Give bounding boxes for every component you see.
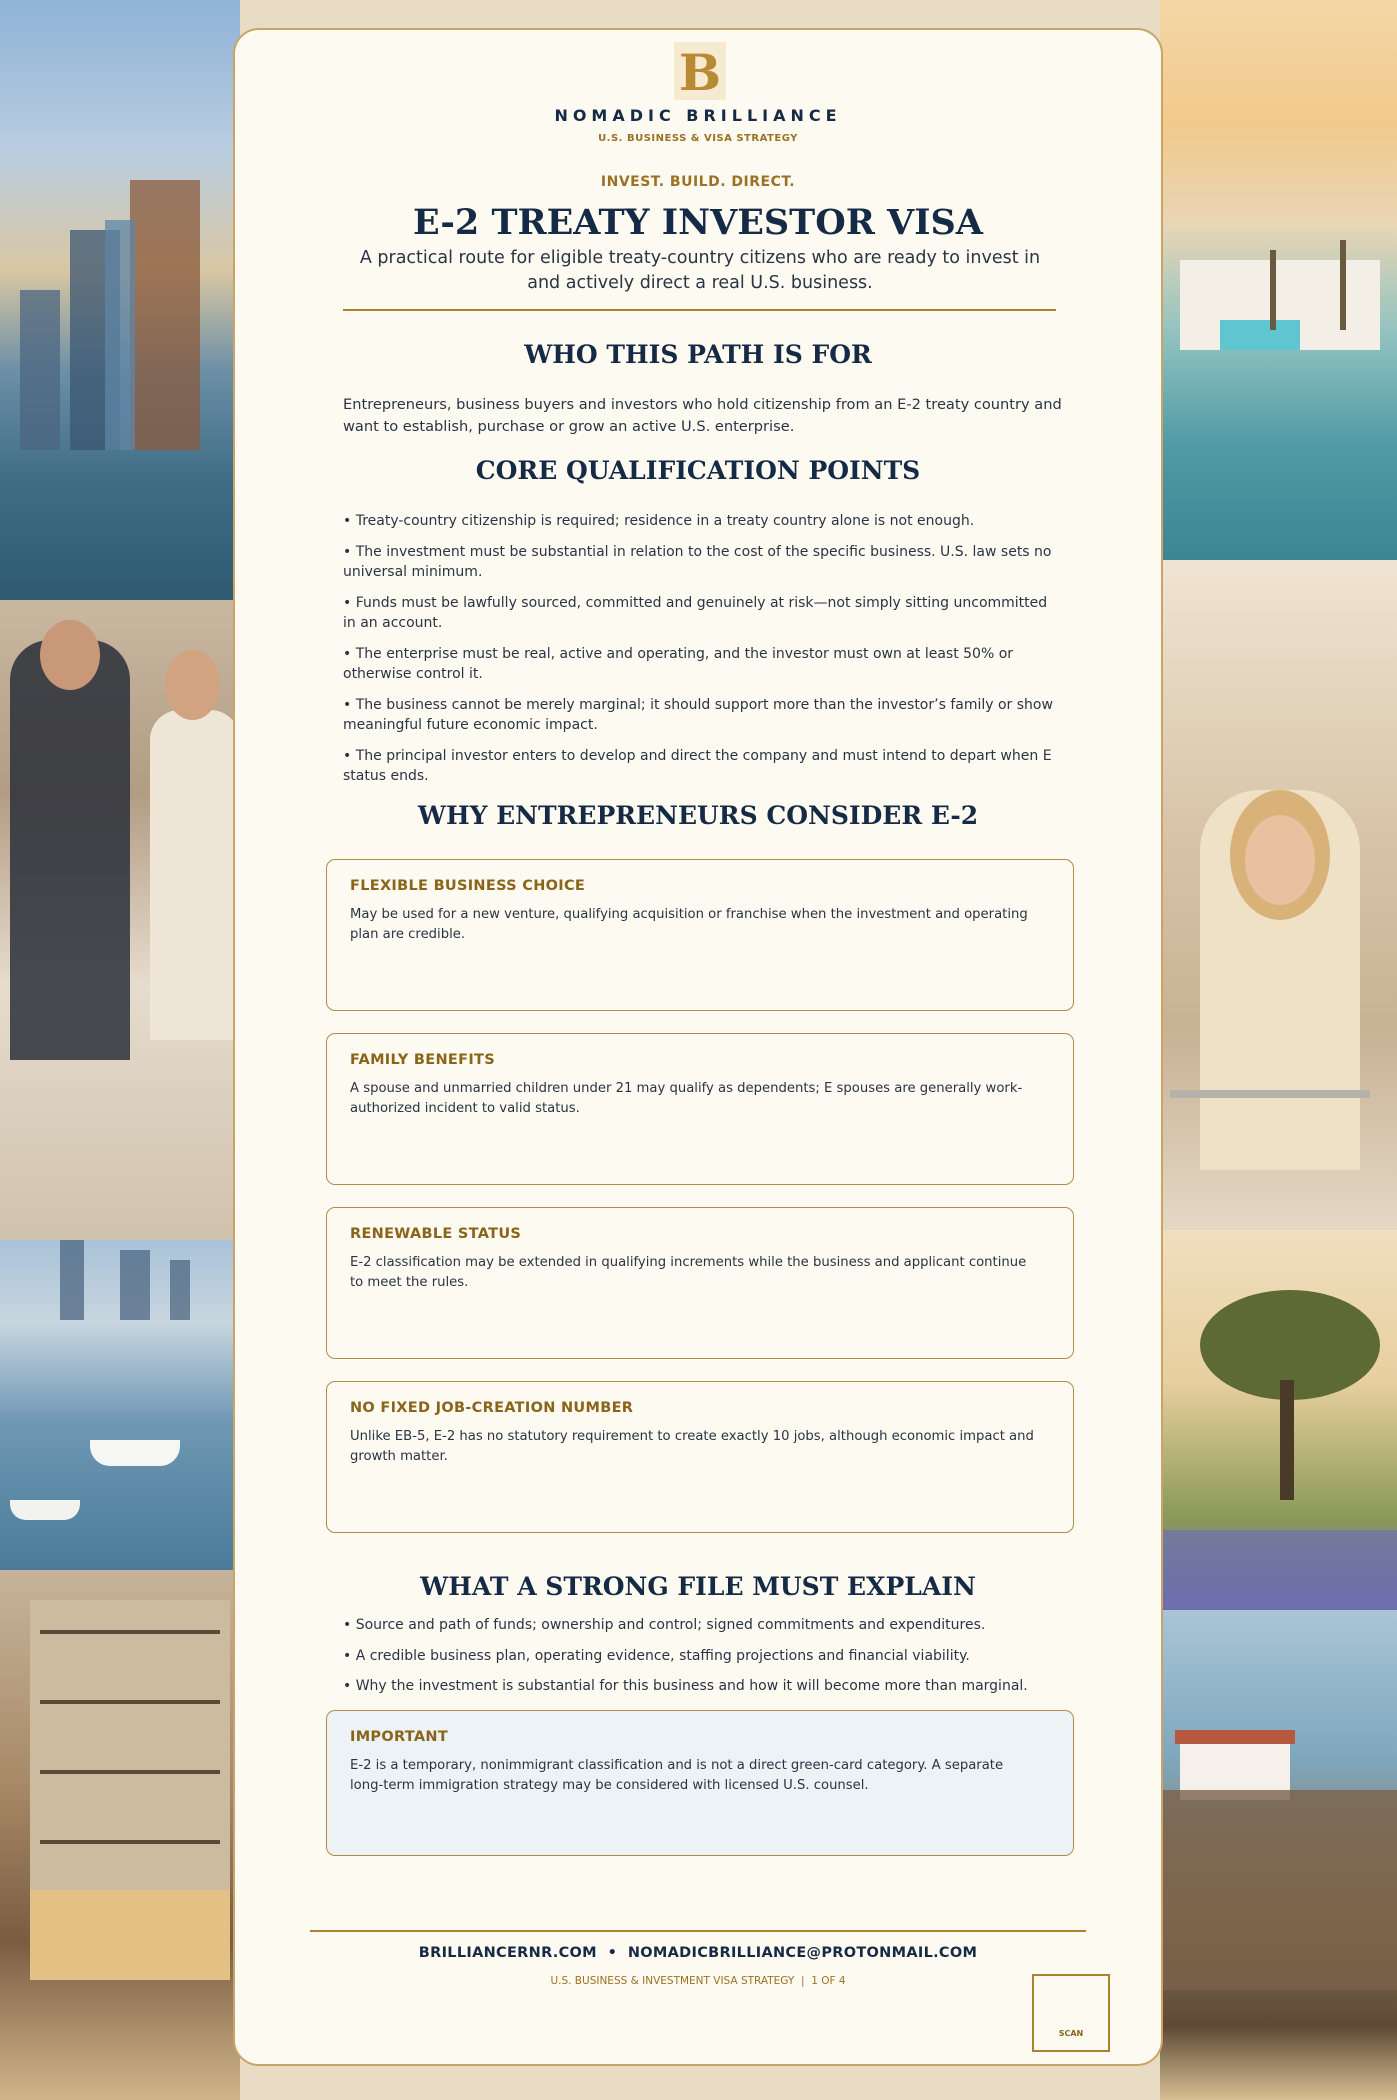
- file-requirements-list: [343, 1615, 1063, 1707]
- divider: [343, 309, 1056, 311]
- important-heading: IMPORTANT: [350, 1729, 449, 1745]
- svg-text:B: B: [678, 43, 722, 102]
- list-item: • A credible business plan, operating evidence, staffing projections and financial viability.: [343, 1647, 970, 1664]
- photo-woman-laptop: [1160, 560, 1397, 1230]
- benefit-heading: FLEXIBLE BUSINESS CHOICE: [350, 878, 586, 894]
- benefit-heading: FAMILY BENEFITS: [350, 1052, 495, 1068]
- who-text: Entrepreneurs, business buyers and investors who hold citizenship from an E-2 treaty country and want to establish, purchase or grow an active U.S. enterprise.: [343, 396, 1062, 435]
- tagline: INVEST. BUILD. DIRECT.: [600, 174, 796, 190]
- benefit-text: May be used for a new venture, qualifying acquisition or franchise when the investment and operating plan are credible.: [350, 907, 1028, 942]
- benefit-text: A spouse and unmarried children under 21 may qualify as dependents; E spouses are generally work-authorized incident to valid status.: [350, 1081, 1023, 1116]
- benefit-card: [326, 859, 1074, 1011]
- photo-apartment-building: [0, 1570, 240, 2100]
- scan-label: SCAN: [1058, 2029, 1084, 2038]
- brand-logo: [672, 40, 728, 102]
- list-item: • The enterprise must be real, active and operating, and the investor must own at least 50% or otherwise control it.: [343, 645, 1014, 682]
- intro-text: A practical route for eligible treaty-country citizens who are ready to invest in and actively direct a real U.S. business.: [359, 248, 1041, 293]
- important-notice: [326, 1710, 1074, 1856]
- info-card: [233, 28, 1163, 2066]
- core-qualification-list: [343, 511, 1063, 797]
- important-text: E-2 is a temporary, nonimmigrant classification and is not a direct green-card category. A separate long-term immigration strategy may be considered with licensed U.S. counsel.: [350, 1758, 1004, 1793]
- section-title-why: WHY ENTREPRENEURS CONSIDER E-2: [417, 801, 979, 830]
- photo-marina: [0, 1240, 240, 1570]
- benefit-text: Unlike EB-5, E-2 has no statutory requirement to create exactly 10 jobs, although economic impact and growth matter.: [350, 1429, 1034, 1464]
- photo-beach-resort: [1160, 0, 1397, 560]
- section-title-file: WHAT A STRONG FILE MUST EXPLAIN: [420, 1572, 976, 1601]
- photo-coastal-villa: [1160, 1610, 1397, 2100]
- qr-code-placeholder[interactable]: [1032, 1974, 1110, 2052]
- photo-business-meeting: [0, 600, 240, 1240]
- benefit-card: [326, 1381, 1074, 1533]
- brand-subtitle: U.S. BUSINESS & VISA STRATEGY: [598, 133, 798, 144]
- benefit-text: E-2 classification may be extended in qualifying increments while the business and applicant continue to meet the rules.: [350, 1255, 1027, 1290]
- list-item: • Funds must be lawfully sourced, committed and genuinely at risk—not simply sitting uncommitted in an account.: [343, 594, 1048, 631]
- list-item: • Treaty-country citizenship is required; residence in a treaty country alone is not enough.: [343, 513, 975, 529]
- list-item: • The investment must be substantial in relation to the cost of the specific business. U.S. law sets no universal minimum.: [343, 543, 1052, 580]
- list-item: • Source and path of funds; ownership and control; signed commitments and expenditures.: [343, 1617, 986, 1633]
- contact-line[interactable]: BRILLIANCERNR.COM • NOMADICBRILLIANCE@PROTONMAIL.COM: [418, 1945, 978, 1961]
- benefit-heading: NO FIXED JOB-CREATION NUMBER: [350, 1400, 634, 1416]
- footer-divider: [310, 1930, 1086, 1932]
- benefit-card: [326, 1033, 1074, 1185]
- photo-oak-tree-field: [1160, 1230, 1397, 1610]
- section-title-who: WHO THIS PATH IS FOR: [524, 340, 872, 369]
- brand-name: NOMADIC BRILLIANCE: [554, 106, 842, 125]
- photo-city-skyline: [0, 0, 240, 600]
- benefit-heading: RENEWABLE STATUS: [350, 1226, 522, 1242]
- page-footnote: U.S. BUSINESS & INVESTMENT VISA STRATEGY | 1 OF 4: [550, 1975, 846, 1987]
- list-item: • Why the investment is substantial for this business and how it will become more than marginal.: [343, 1678, 1028, 1694]
- list-item: • The business cannot be merely marginal; it should support more than the investor’s family or show meaningful future economic impact.: [343, 696, 1053, 733]
- list-item: • The principal investor enters to develop and direct the company and must intend to depart when E status ends.: [343, 747, 1052, 784]
- page-title: E-2 TREATY INVESTOR VISA: [413, 202, 983, 243]
- benefit-card: [326, 1207, 1074, 1359]
- section-title-core: CORE QUALIFICATION POINTS: [475, 456, 921, 485]
